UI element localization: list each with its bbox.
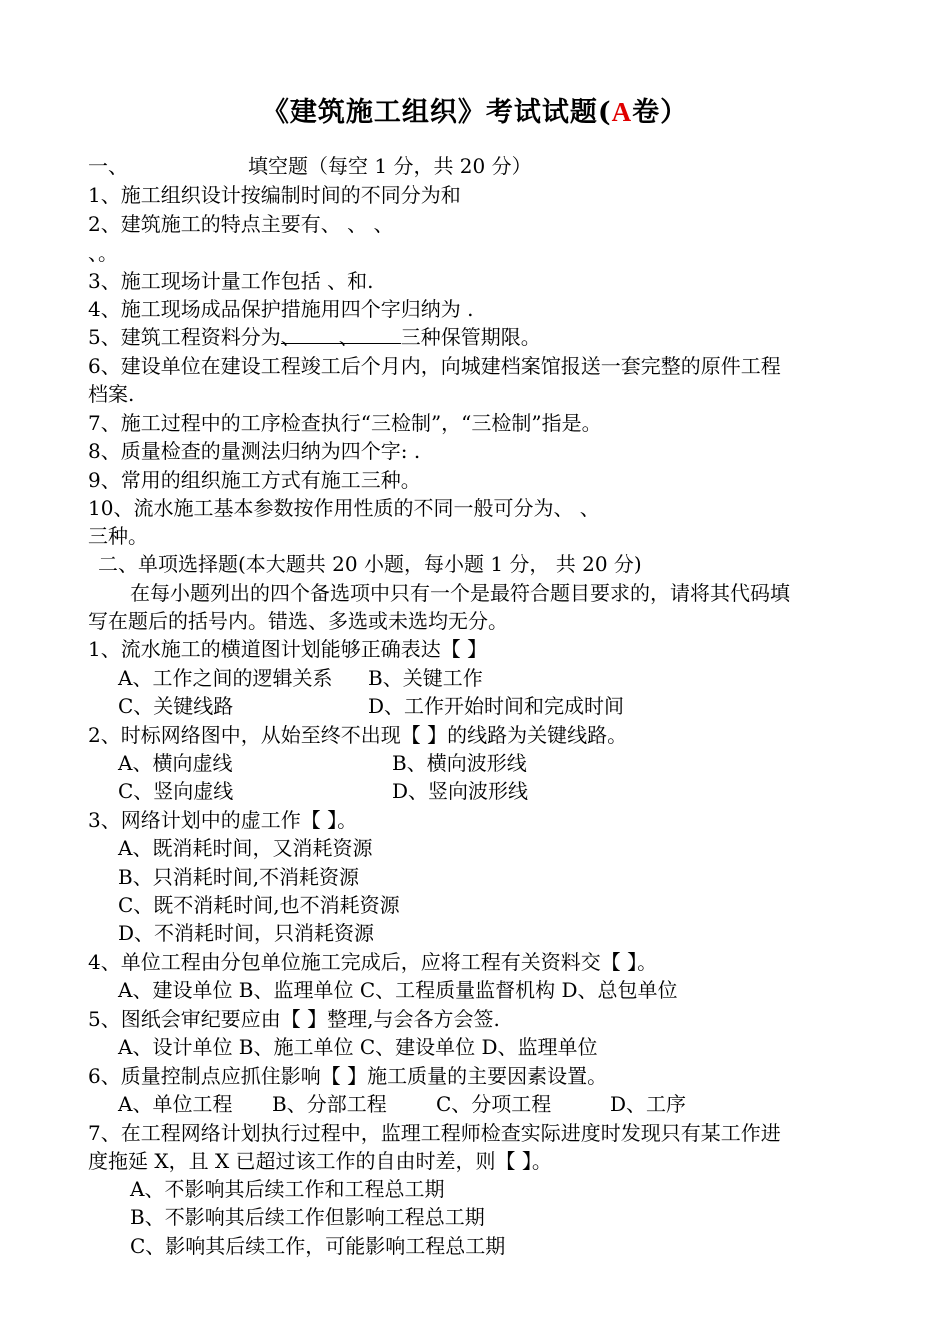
option-c: C、影响其后续工作，可能影响工程总工期	[130, 1234, 506, 1258]
option-a: A、工作之间的逻辑关系	[118, 666, 333, 690]
choice-question-7-cont: 度拖延 X，且 X 已超过该工作的自由时差，则【 】。	[88, 1149, 552, 1173]
fill-question-2-cont: 、。	[88, 241, 118, 265]
choice-question-2: 2、时标网络图中，从始至终不出现【 】的线路为关键线路。	[88, 723, 628, 747]
option-d: D、竖向波形线	[392, 779, 529, 803]
choice-question-1: 1、流水施工的横道图计划能够正确表达【 】	[88, 637, 488, 661]
choice-question-5: 5、图纸会审纪要应由【 】整理,与会各方会签.	[88, 1007, 500, 1031]
option-b: B、关键工作	[368, 666, 483, 690]
section2-heading: 二、单项选择题(本大题共 20 小题，每小题 1 分， 共 20 分)	[98, 552, 642, 576]
options-row: A、设计单位 B、施工单位 C、建设单位 D、监理单位	[118, 1035, 598, 1059]
option-b: B、只消耗时间,不消耗资源	[118, 865, 360, 889]
section2-instructions-cont: 写在题后的括号内。错选、多选或未选均无分。	[88, 609, 508, 633]
exam-title	[0, 90, 950, 129]
option-d: D、不消耗时间，只消耗资源	[118, 921, 375, 945]
option-a: A、单位工程	[118, 1092, 233, 1116]
fill-question-7: 7、施工过程中的工序检查执行“三检制”，“三检制”指是。	[88, 411, 602, 435]
section1-title: 填空题（每空 1 分，共 20 分）	[248, 154, 532, 178]
fill-question-6: 6、建设单位在建设工程竣工后个月内，向城建档案馆报送一套完整的原件工程	[88, 354, 781, 378]
option-b: B、横向波形线	[392, 751, 527, 775]
section1-number: 一、	[88, 154, 128, 178]
choice-question-3: 3、网络计划中的虚工作【 】。	[88, 808, 358, 832]
option-b: B、分部工程	[272, 1092, 387, 1116]
title-prefix: 《建筑施工组织》考试试题(	[261, 97, 612, 128]
fill-question-10: 10、流水施工基本参数按作用性质的不同一般可分为、 、	[88, 496, 600, 520]
title-paper-letter: A	[611, 97, 633, 127]
option-a: A、既消耗时间，又消耗资源	[118, 836, 373, 860]
title-suffix: 卷）	[632, 97, 689, 128]
option-c: C、分项工程	[436, 1092, 552, 1116]
option-d: D、工序	[610, 1092, 687, 1116]
option-c: C、竖向虚线	[118, 779, 234, 803]
fill-question-4: 4、施工现场成品保护措施用四个字归纳为 .	[88, 297, 474, 321]
fill-question-5: 5、建筑工程资料分为、 、 三种保管期限。	[88, 325, 541, 349]
fill-question-1: 1、施工组织设计按编制时间的不同分为和	[88, 183, 461, 207]
section1-heading	[88, 152, 532, 180]
option-c: C、既不消耗时间,也不消耗资源	[118, 893, 400, 917]
fill-question-8: 8、质量检查的量测法归纳为四个字: .	[88, 439, 421, 463]
option-a: A、横向虚线	[118, 751, 233, 775]
option-a: A、不影响其后续工作和工程总工期	[130, 1177, 445, 1201]
fill-question-2: 2、建筑施工的特点主要有、 、 、	[88, 212, 394, 236]
answer-blank: 、	[339, 323, 401, 344]
choice-question-7: 7、在工程网络计划执行过程中，监理工程师检查实际进度时发现只有某工作进	[88, 1121, 781, 1145]
option-c: C、关键线路	[118, 694, 234, 718]
answer-blank: 、	[281, 323, 339, 344]
option-d: D、工作开始时间和完成时间	[368, 694, 625, 718]
option-b: B、不影响其后续工作但影响工程总工期	[130, 1205, 485, 1229]
fill-question-10-cont: 三种。	[88, 524, 148, 548]
fill-question-6-cont: 档案.	[88, 382, 135, 406]
options-row: A、建设单位 B、监理单位 C、工程质量监督机构 D、总包单位	[118, 978, 678, 1002]
section2-instructions: 在每小题列出的四个备选项中只有一个是最符合题目要求的，请将其代码填	[130, 581, 790, 605]
fill-question-3: 3、施工现场计量工作包括 、和.	[88, 269, 374, 293]
choice-question-6: 6、质量控制点应抓住影响【 】施工质量的主要因素设置。	[88, 1064, 608, 1088]
choice-question-4: 4、单位工程由分包单位施工完成后，应将工程有关资料交【 】。	[88, 950, 658, 974]
fill-question-9: 9、常用的组织施工方式有施工三种。	[88, 468, 421, 492]
